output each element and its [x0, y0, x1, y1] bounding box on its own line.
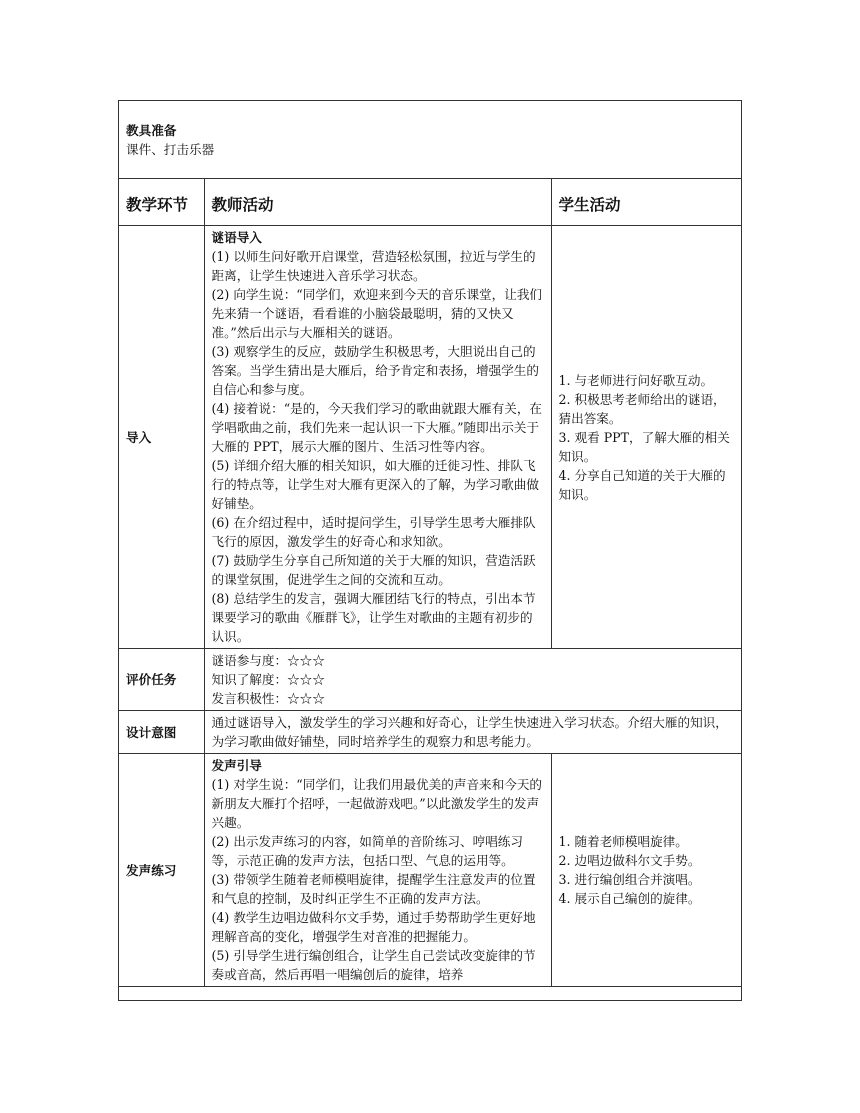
- lesson-plan-table: [118, 100, 742, 1001]
- design-text: 通过谜语导入，激发学生的学习兴趣和好奇心，让学生快速进入学习状态。介绍大雁的知识，为学习歌曲做好铺垫，同时培养学生的观察力和思考能力。: [204, 711, 742, 754]
- intro-teacher-item: (7) 鼓励学生分享自己所知道的关于大雁的知识，营造活跃的课堂氛围，促进学生之间的交流和互动。: [211, 553, 536, 587]
- intro-teacher-cell: [204, 226, 551, 649]
- design-row: [119, 711, 742, 754]
- intro-student-item: 4. 分享自己知道的关于大雁的知识。: [558, 467, 726, 502]
- intro-student-item: 3. 观看 PPT，了解大雁的相关知识。: [558, 429, 730, 464]
- vocal-student-item: 1. 随着老师模唱旋律。: [558, 834, 688, 849]
- evaluation-cell: [204, 649, 742, 711]
- evaluation-row: [119, 649, 742, 711]
- intro-student-item: 1. 与老师进行问好歌互动。: [558, 372, 714, 388]
- vocal-row: [119, 754, 742, 987]
- header-teacher: 教师活动: [204, 179, 551, 226]
- intro-teacher-item: (4) 接着说：“是的，今天我们学习的歌曲就跟大雁有关，在学唱歌曲之前，我们先来一起认识一下大雁。”随即出示关于大雁的 PPT，展示大雁的图片、生活习性等内容。: [211, 401, 543, 454]
- header-stage: 教学环节: [119, 179, 204, 226]
- vocal-teacher-cell: [204, 754, 551, 987]
- vocal-student-item: 4. 展示自己编创的旋律。: [558, 891, 701, 906]
- prep-content: 课件、打击乐器: [126, 142, 215, 157]
- intro-teacher-item: (8) 总结学生的发言，强调大雁团结飞行的特点，引出本节课要学习的歌曲《雁群飞》，让学生对歌曲的主题有初步的认识。: [211, 591, 536, 644]
- intro-student-item: 2. 积极思考老师给出的谜语，猜出答案。: [558, 391, 726, 426]
- evaluation-item: 知识了解度：☆☆☆: [211, 672, 325, 687]
- header-student: 学生活动: [551, 179, 742, 226]
- intro-teacher-item: (5) 详细介绍大雁的相关知识，如大雁的迁徙习性、排队飞行的特点等，让学生对大雁有更深入的了解，为学习歌曲做好铺垫。: [211, 458, 539, 511]
- prep-cell: [119, 101, 742, 179]
- design-stage: 设计意图: [119, 711, 204, 754]
- header-row: [119, 179, 742, 226]
- intro-row: [119, 226, 742, 649]
- evaluation-stage: 评价任务: [119, 649, 204, 711]
- intro-teacher-item: (2) 向学生说：“同学们，欢迎来到今天的音乐课堂，让我们先来猜一个谜语，看看谁的小脑袋最聪明，猜的又快又准。”然后出示与大雁相关的谜语。: [211, 287, 543, 340]
- evaluation-item: 发言积极性：☆☆☆: [211, 691, 325, 706]
- vocal-student-item: 2. 边唱边做科尔文手势。: [558, 853, 701, 868]
- vocal-student-item: 3. 进行编创组合并演唱。: [558, 872, 701, 887]
- intro-teacher-item: (6) 在介绍过程中，适时提问学生，引导学生思考大雁排队飞行的原因，激发学生的好奇心和求知欲。: [211, 515, 536, 549]
- prep-title: 教具准备: [126, 123, 177, 138]
- intro-title: 谜语导入: [211, 230, 262, 245]
- intro-teacher-item: (3) 观察学生的反应，鼓励学生积极思考，大胆说出自己的答案。当学生猜出是大雁后，给予肯定和表扬，增强学生的自信心和参与度。: [211, 344, 539, 397]
- vocal-teacher-item: (1) 对学生说：“同学们，让我们用最优美的声音来和今天的新朋友大雁打个招呼，一起做游戏吧。”以此激发学生的发声兴趣。: [211, 777, 543, 830]
- vocal-title: 发声引导: [211, 758, 262, 773]
- prep-row: [119, 101, 742, 179]
- intro-stage: 导入: [119, 226, 204, 649]
- vocal-teacher-item: (3) 带领学生随着老师模唱旋律，提醒学生注意发声的位置和气息的控制，及时纠正学生不正确的发声方法。: [211, 872, 536, 906]
- intro-teacher-item: (1) 以师生问好歌开启课堂，营造轻松氛围，拉近与学生的距离，让学生快速进入音乐学习状态。: [211, 249, 536, 283]
- evaluation-item: 谜语参与度：☆☆☆: [211, 653, 325, 668]
- vocal-stage: 发声练习: [119, 754, 204, 987]
- vocal-teacher-item: (2) 出示发声练习的内容，如简单的音阶练习、哼唱练习等，示范正确的发声方法，包括口型、气息的运用等。: [211, 834, 523, 868]
- vocal-student-cell: [551, 754, 742, 987]
- intro-student-cell: [551, 226, 742, 649]
- vocal-teacher-item: (4) 教学生边唱边做科尔文手势，通过手势帮助学生更好地理解音高的变化，增强学生对音准的把握能力。: [211, 910, 536, 944]
- vocal-teacher-item: (5) 引导学生进行编创组合，让学生自己尝试改变旋律的节奏或音高，然后再唱一唱编创后的旋律，培养: [211, 948, 536, 982]
